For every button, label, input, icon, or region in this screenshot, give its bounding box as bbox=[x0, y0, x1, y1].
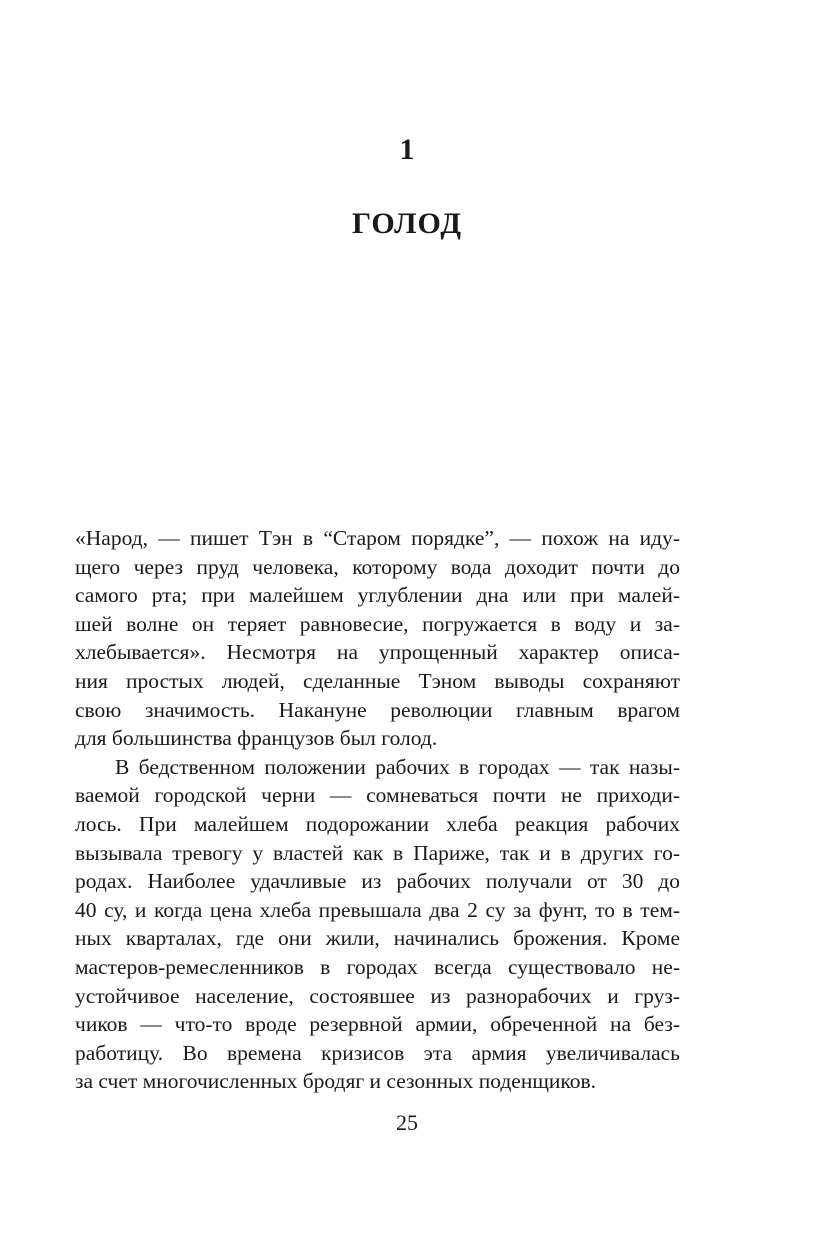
text-line: вызывала тревогу у властей как в Париже, так и в других го- bbox=[75, 840, 680, 865]
body-text bbox=[75, 524, 680, 1096]
text-line: самого рта; при малейшем углублении дна или при малей- bbox=[75, 583, 680, 608]
text-line: родах. Наиболее удачливые из рабочих получали от 30 до bbox=[75, 869, 680, 894]
chapter-number: 1 bbox=[399, 133, 415, 166]
paragraph bbox=[75, 753, 680, 1096]
text-line: 40 су, и когда цена хлеба превышала два 2 су за фунт, то в тем- bbox=[75, 897, 680, 922]
text-line: ния простых людей, сделанные Тэном выводы сохраняют bbox=[75, 668, 680, 693]
text-line: устойчивое население, состоявшее из разнорабочих и груз- bbox=[75, 983, 680, 1008]
paragraph bbox=[75, 524, 680, 753]
text-line: В бедственном положении рабочих в городах — так назы- bbox=[115, 754, 680, 779]
text-line: «Народ, — пишет Тэн в “Старом порядке”, — похож на иду- bbox=[75, 526, 680, 550]
text-line: свою значимость. Накануне революции главным врагом bbox=[75, 697, 680, 722]
text-line: работицу. Во времена кризисов эта армия увеличивалась bbox=[75, 1040, 680, 1065]
text-line: лось. При малейшем подорожании хлеба реакция рабочих bbox=[75, 811, 680, 836]
text-line: ных кварталах, где они жили, начинались брожения. Кроме bbox=[75, 926, 680, 951]
text-line: для большинства французов был голод. bbox=[75, 726, 438, 751]
page-number: 25 bbox=[396, 1110, 418, 1135]
text-line: шей волне он теряет равновесие, погружается в воду и за- bbox=[75, 611, 680, 636]
chapter-title: ГОЛОД bbox=[351, 207, 462, 240]
text-line: ваемой городской черни — сомневаться почти не приходи- bbox=[75, 783, 680, 808]
text-line: щего через пруд человека, которому вода доходит почти до bbox=[75, 554, 680, 579]
text-line: хлебывается». Несмотря на упрощенный характер описа- bbox=[75, 640, 680, 665]
text-line: за счет многочисленных бродяг и сезонных поденщиков. bbox=[75, 1069, 597, 1094]
text-line: мастеров-ремесленников в городах всегда существовало не- bbox=[75, 954, 680, 979]
text-line: чиков — что-то вроде резервной армии, обреченной на без- bbox=[75, 1012, 680, 1037]
